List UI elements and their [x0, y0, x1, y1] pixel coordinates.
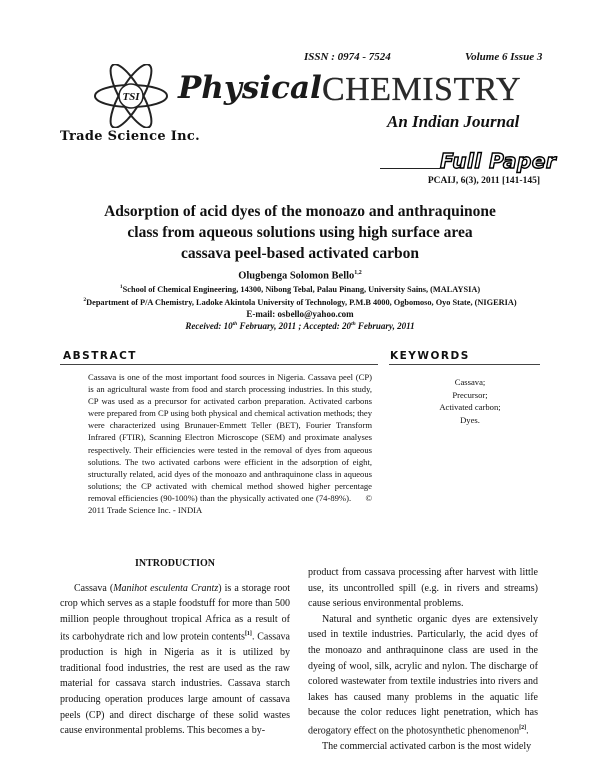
body-paragraph: Cassava (Manihot esculenta Crantz) is a storage root crop which serves as a staple foodstuff for more than 500 million people throughout tropical Africa as a result of its carbohydrate rich and low protein contents[1]. Cassava production is high in Nigeria as it is utilized by traditional food industries, the rest are used as the raw material for cassava starch industries. Cassava starch producing operation produces large amount of cassava peels (CP) and direct discharge of these solid wastes cause environmental problems. This becomes a by- — [60, 582, 290, 737]
keyword-item: Precursor; — [452, 389, 488, 400]
body-column-right — [308, 565, 538, 754]
affiliation-1: $^1$School of Chemical Engineering, 14300, Nibong Tebal, Palau Pinang, University Sains, (MALAYSIA) — [119, 284, 481, 294]
author-email: E-mail: osbello@yahoo.com — [246, 309, 354, 319]
paper-type-label: Full Paper — [440, 149, 557, 173]
body-paragraph: The commercial activated carbon is the most widely — [322, 740, 532, 752]
abstract-text: Cassava is one of the most important food sources in Nigeria. Cassava peel (CP) is an agricultural waste from food and starch processing industries. In this study, CP was used as a precursor for activated carbon preparation. Activated carbons were prepared from CP using both physical and chemical activation methods; they were characterized using Brunauer-Emmett Teller (BET), Fourier Transform Infrared (FTIR), Scanning Electron Microscope (SEM) and proximate analyses respectively. Their efficiencies were tested in the removal of dyes from aqueous solutions. The two activated carbons were efficient in the adsorption of eight, structurally related, acid dyes of the monoazo and anthraquinone class in aqueous solutions; the CP activated with chemical method showed higher percentage removal efficiencies (90-100%) than the physically activated one (74-89%). © 2011 Trade Science Inc. - INDIA — [88, 372, 373, 516]
body-column-left — [60, 556, 290, 739]
keywords-heading: KEYWORDS — [390, 350, 470, 362]
keyword-item: Cassava; — [454, 377, 486, 387]
affiliation-2: $^2$Department of P/A Chemistry, Ladoke Akintola University of Technology, P.M.B 4000, Ogbomoso, Oyo State, (NIGERIA) — [83, 297, 517, 307]
keywords-list — [395, 376, 545, 426]
journal-name-chemistry: CHEMISTRY — [322, 71, 522, 108]
author: Olugbenga Solomon Bello$^{1,2}$ — [238, 270, 362, 282]
copyright: © 2011 Trade Science Inc. - INDIA — [88, 492, 373, 516]
abstract-rule — [60, 364, 378, 365]
keyword-item: Activated carbon; — [439, 402, 501, 413]
paper-type-rule — [380, 168, 440, 169]
body-paragraph: Natural and synthetic organic dyes are extensively used in textile industries. Particularly, the acid dyes of the monoazo and anthraquinone class are used in the dyeing of wool, silk, acrylic and nylon. The discharge of colored wastewater from textile industries into rivers and lakes has caused many problems in the aquatic life because the color reduces light penetration, which has derogatory effect on the photosynthetic phenomenon[2]. — [308, 613, 538, 737]
issn: ISSN : 0974 - 7524 — [304, 51, 391, 63]
abstract-heading: ABSTRACT — [63, 350, 137, 362]
citation: PCAIJ, 6(3), 2011 [141-145] — [427, 176, 540, 186]
body-paragraph: product from cassava processing after harvest with little use, its uncontrolled spill (e.g. in rivers and streams) cause serious environmental problems. — [308, 567, 538, 610]
logo-text: TSI — [122, 91, 140, 103]
publisher-name: Trade Science Inc. — [60, 129, 200, 144]
article-title: Adsorption of acid dyes of the monoazo and anthraquinone class from aqueous solutions using high surface area cassava peel-based activated carbon — [104, 203, 496, 262]
introduction-heading: INTRODUCTION — [134, 558, 215, 569]
received-accepted-dates: Received: 10th February, 2011 ; Accepted: 20th February, 2011 — [185, 321, 415, 331]
journal-name-physical: Physical — [178, 70, 322, 106]
keywords-rule — [389, 364, 540, 365]
journal-subtitle: An Indian Journal — [387, 112, 520, 131]
volume-issue: Volume 6 Issue 3 — [465, 51, 543, 63]
keyword-item: Dyes. — [460, 414, 480, 425]
atom-logo-icon — [90, 64, 172, 128]
